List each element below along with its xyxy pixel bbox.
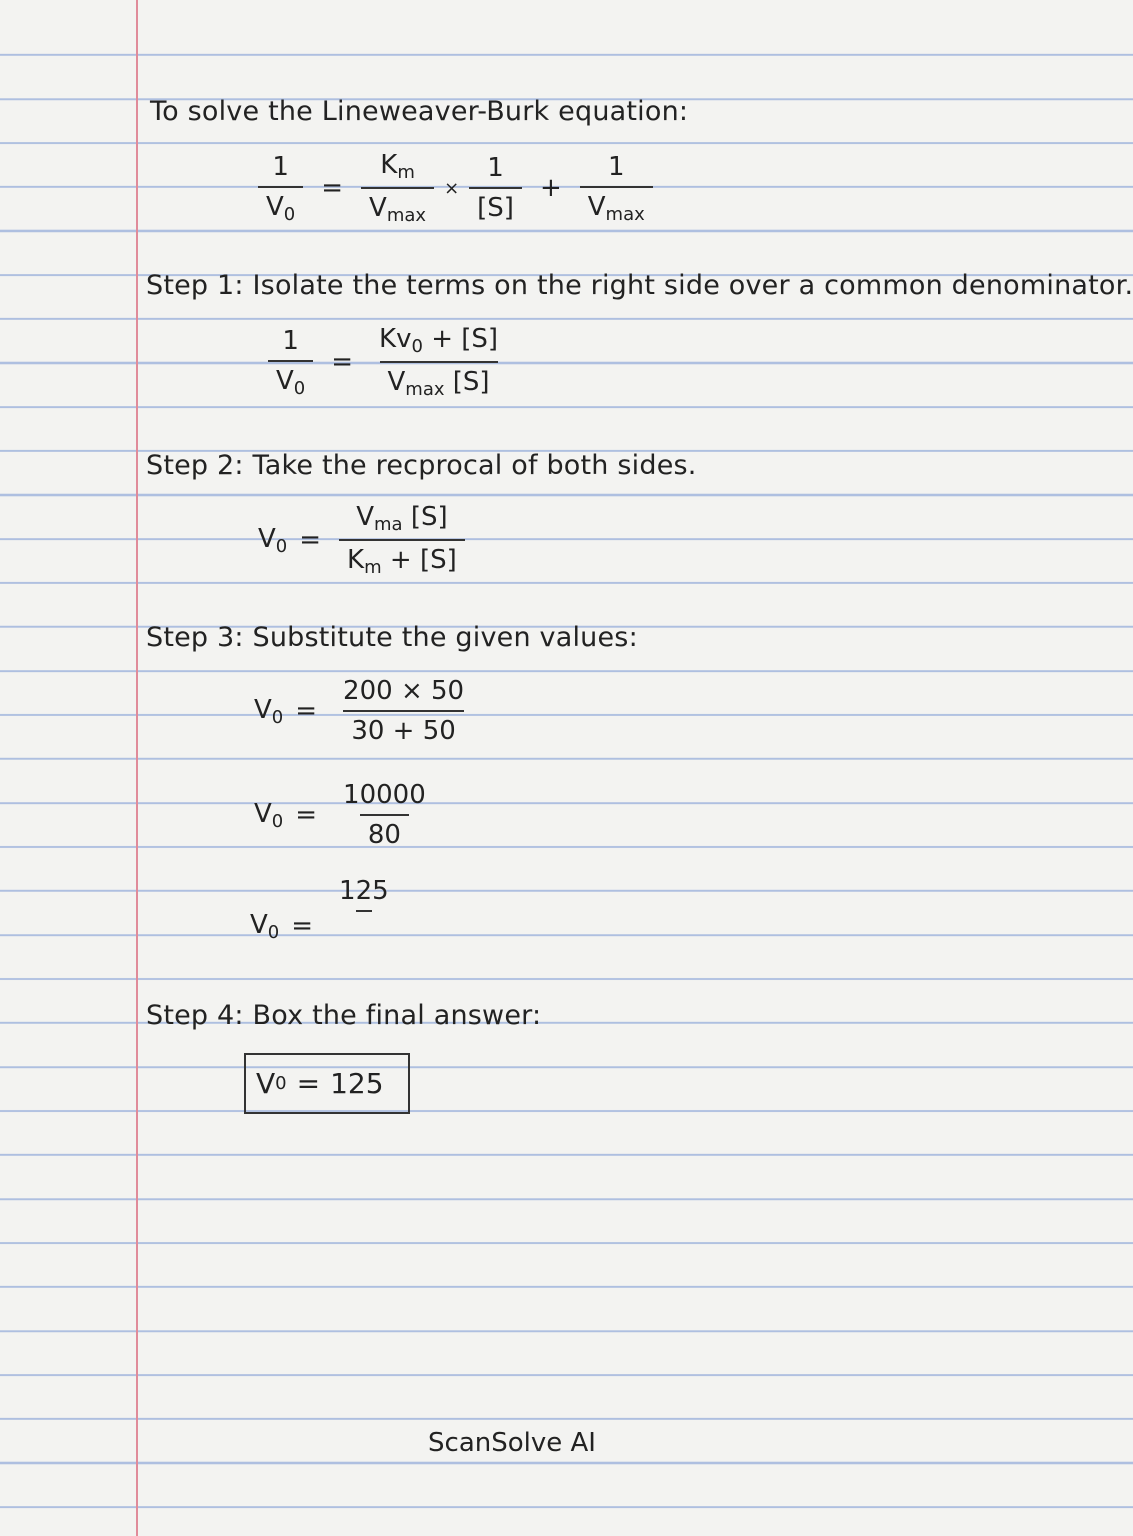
lhs-fraction (258, 152, 303, 225)
step4-text: Step 4: Box the final answer: (146, 1000, 542, 1031)
combined-fraction (371, 324, 506, 400)
subscript: 0 (271, 706, 284, 728)
substituted-fraction (335, 676, 472, 746)
subscript: m (397, 162, 415, 183)
denominator (339, 539, 465, 578)
term: + [S] (422, 324, 499, 354)
multiplied-equation (254, 780, 440, 850)
subscript: 0 (275, 535, 288, 557)
symbol: V (254, 798, 272, 829)
term: [S] (444, 367, 490, 397)
lineweaver-burk-equation (252, 150, 659, 226)
denominator: [S] (469, 187, 522, 223)
equals-sign: = (331, 347, 354, 377)
intro-text: To solve the Lineweaver-Burk equation: (150, 96, 689, 127)
times-sign: × (444, 177, 460, 199)
one-over-vmax-fraction (580, 152, 653, 225)
numerator: 1 (607, 151, 625, 182)
numerator: 1 (282, 325, 299, 356)
equals-sign: = (299, 525, 322, 555)
subscript: 0 (275, 1073, 287, 1094)
numerator (348, 502, 455, 539)
equals-sign: = (321, 173, 344, 203)
result-value (331, 876, 397, 946)
step2-equation (258, 502, 471, 578)
subscript: m (364, 557, 382, 578)
denominator: 80 (360, 814, 409, 850)
symbol: V (256, 1067, 276, 1100)
denominator (361, 187, 434, 226)
denominator (580, 186, 653, 225)
plus-sign: + (539, 173, 562, 203)
symbol: V (266, 191, 284, 222)
equals-sign: = (295, 696, 318, 726)
simplified-fraction (335, 780, 434, 850)
step2-text: Step 2: Take the recprocal of both sides. (146, 450, 697, 481)
subscript: max (405, 379, 445, 400)
denominator: 30 + 50 (343, 710, 463, 746)
lhs (254, 695, 283, 728)
subscript: 0 (411, 336, 423, 357)
numerator: 1 (272, 151, 289, 182)
subscript: 0 (267, 921, 280, 943)
lhs (254, 799, 283, 832)
symbol: K (347, 545, 365, 575)
numerator (372, 150, 423, 187)
denominator (268, 360, 313, 399)
symbol: V (369, 193, 387, 223)
equals-sign: = (295, 800, 318, 830)
symbol: Kv (379, 324, 412, 354)
numerator: 10000 (343, 780, 426, 810)
term: + [S] (381, 545, 457, 575)
subscript: max (386, 205, 427, 226)
numerator: 1 (487, 153, 504, 183)
symbol: V (254, 694, 272, 725)
lhs-fraction (268, 326, 313, 399)
equals-sign: = (296, 1067, 321, 1100)
denominator (258, 186, 303, 225)
symbol: V (258, 523, 276, 554)
symbol: V (276, 365, 294, 396)
denominator (356, 910, 372, 946)
lhs (258, 524, 287, 557)
result-equation (250, 876, 403, 946)
numerator: 200 × 50 (343, 676, 465, 706)
step3-text: Step 3: Substitute the given values: (146, 622, 638, 653)
term: [S] (402, 502, 448, 532)
final-answer-value: 125 (330, 1067, 384, 1100)
step1-equation (262, 324, 512, 400)
symbol: V (387, 367, 406, 397)
subscript: max (605, 203, 645, 225)
one-over-s-fraction (469, 153, 522, 223)
subscript: 0 (271, 810, 284, 832)
km-over-vmax-fraction (361, 150, 434, 226)
denominator (380, 361, 498, 400)
numerator (371, 324, 506, 361)
symbol: V (250, 909, 268, 940)
watermark-text: ScanSolve AI (428, 1428, 596, 1458)
subscript: 0 (293, 377, 306, 399)
final-answer-box (244, 1053, 410, 1114)
equals-sign: = (291, 911, 314, 941)
michaelis-menten-fraction (339, 502, 465, 578)
symbol: V (356, 502, 374, 532)
numerator: 125 (339, 876, 389, 906)
substitution-equation (254, 676, 478, 746)
symbol: K (380, 150, 398, 180)
subscript: 0 (283, 203, 296, 225)
notebook-margin-line (136, 0, 138, 1536)
symbol: V (587, 191, 606, 222)
subscript: ma (373, 514, 403, 535)
lhs (250, 880, 279, 943)
step1-text: Step 1: Isolate the terms on the right side over a common denominator. (146, 270, 1133, 301)
